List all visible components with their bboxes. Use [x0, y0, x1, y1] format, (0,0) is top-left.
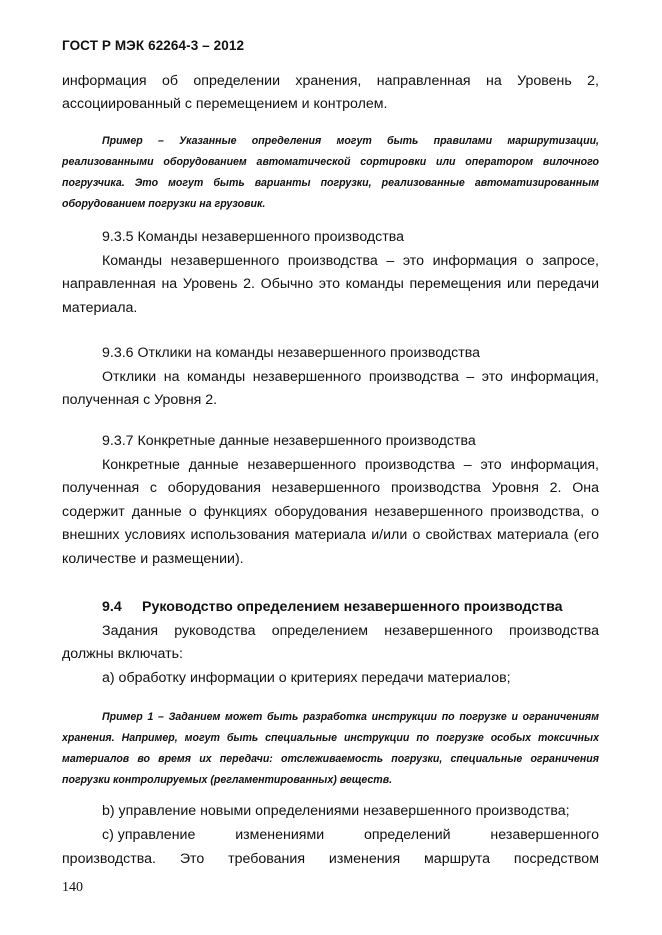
- list-item-c-line-1: [102, 824, 599, 847]
- section-9-3-6-title: 9.3.6 Отклики на команды незавершенного производства: [102, 345, 480, 361]
- word: определений: [363, 827, 451, 843]
- section-9-3-7-text: Конкретные данные незавершенного производства – это информация, полученная с оборудования незавершенного производства Уровня 2. Она содержит данные о функциях оборудования незавершенного производства, о внешних условиях использования материала и/или о свойствах материала (его количестве и размещении).: [62, 457, 599, 567]
- list-item-a: a) обработку информации о критериях передачи материалов;: [102, 670, 511, 686]
- list-item-c-line-2: [62, 848, 599, 871]
- word: изменениями: [235, 827, 325, 843]
- page-number: 140: [62, 880, 83, 895]
- example-note-1: Пример – Указанные определения могут быть правилами маршрутизации, реализованными оборудованием автоматической сортировки или оператором вилочного погрузчика. Это могут быть варианты погрузки, реализованные автоматизированным оборудованием погрузки на грузовик.: [62, 135, 599, 210]
- word: Это: [179, 851, 205, 867]
- word: производства.: [62, 851, 156, 867]
- section-9-3-6-text: Отклики на команды незавершенного производства – это информация, полученная с Уровня 2.: [62, 369, 599, 409]
- word: посредством: [513, 851, 599, 867]
- list-item-b: b) управление новыми определениями незавершенного производства;: [102, 803, 570, 819]
- word: маршрута: [424, 851, 491, 867]
- word: незавершенного: [490, 827, 599, 843]
- document-header: ГОСТ Р МЭК 62264-3 – 2012: [62, 38, 245, 53]
- section-9-4-title: Руководство определением незавершенного производства: [142, 599, 563, 615]
- section-9-3-7-title: 9.3.7 Конкретные данные незавершенного производства: [102, 433, 476, 449]
- word: c) управление: [102, 827, 196, 843]
- word: изменения: [328, 851, 401, 867]
- section-9-3-5-text: Команды незавершенного производства – это информация о запросе, направленная на Уровень 2. Обычно это команды перемещения или передачи материала.: [62, 253, 599, 316]
- section-9-4-text: Задания руководства определением незавершенного производства должны включать:: [62, 623, 599, 663]
- section-9-4-number: 9.4: [102, 599, 122, 615]
- section-9-3-5-title: 9.3.5 Команды незавершенного производства: [102, 229, 405, 245]
- section-9-4-heading: [102, 596, 563, 619]
- intro-paragraph: информация об определении хранения, направленная на Уровень 2, ассоциированный с перемещением и контролем.: [62, 73, 599, 113]
- example-note-2: Пример 1 – Заданием может быть разработка инструкции по погрузке и ограничениям хранения. Например, могут быть специальные инструкции по погрузке особых токсичных материалов во время их передачи: отслеживаемость погрузки, специальные ограничения погрузки контролируемых (регламентированных) веществ.: [62, 711, 599, 786]
- word: требования: [228, 851, 306, 867]
